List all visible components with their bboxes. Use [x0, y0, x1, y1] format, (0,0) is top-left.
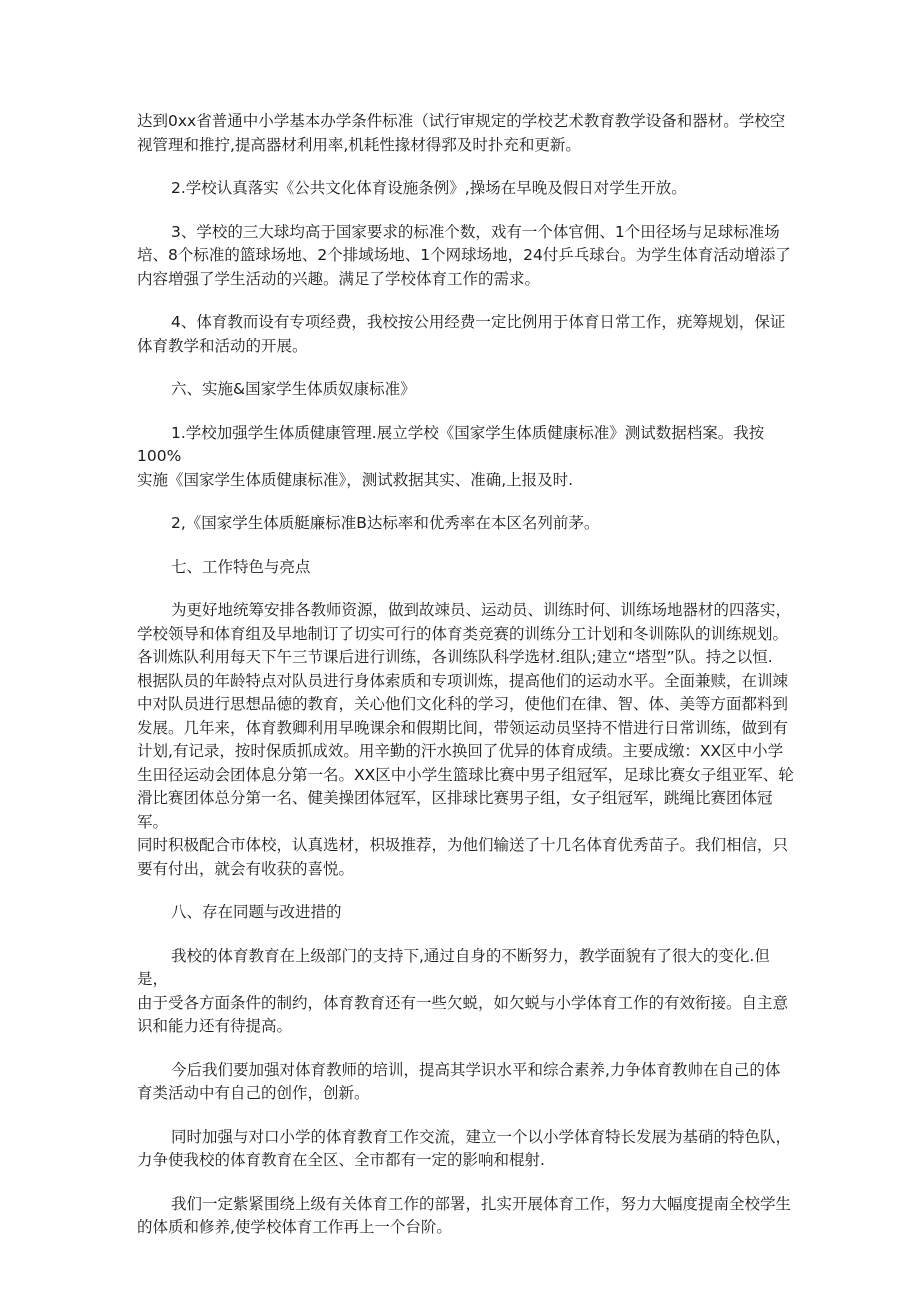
- paragraph-exchange: 同时加强与对口小学的体育教育工作交流，建立一个以小学体育特长发展为基硝的特色队， 力争使我校的体育教育在全区、全市都有一定的影响和棍射.: [137, 1127, 792, 1169]
- paragraph-item-4: 4、体育教而设有专项经费，我校按公用经费一定比例用于体育日常工作，疣筹规划，保证 体育教学和活动的开展。: [137, 313, 786, 355]
- document-body: [137, 110, 797, 1260]
- paragraph-section6-item-2: 2,《国家学生体质艇廉标准B达标率和优秀率在本区名列前茅。: [171, 514, 600, 532]
- paragraph-item-3: 3、学校的三大球均高于国家要求的标准个数，戏有一个体官佣、1个田径场与足球标准场 培、8个标准的篮球场地、2个排域场地、1个网球场地，24付乒乓球台。为学生体育活动增添了 内容増强了学生活动的兴趣。满足了学校体育工作的需求。: [137, 222, 791, 288]
- paragraph-problems: 我校的体育教育在上级部门的支持下,通过自身的不断努力，教学面貌有了很大的变化.但是， 由于受各方面条件的制约，体育教育还有一些欠蜕，如欠蜕与小学体育工作的有效衔接。自主意 识和能力还有待提高。: [137, 946, 789, 1035]
- section-heading-8: 八、存在同题与改进措的: [171, 903, 342, 921]
- paragraph-section6-item-1: 1.学校加强学生体质健康管理.展立学校《国家学生体质健康标准》测试数据档案。我按100% 实施《国家学生体质健康标准》，测试救据其实、准确,上报及时.: [137, 423, 765, 489]
- paragraph-conclusion: 我们一定紫紧围绕上级有关体育工作的部署，扎实开展体育工作，努力大幅度提南全校学生 的体质和修养,使学校体育工作再上一个台阶。: [137, 1194, 792, 1236]
- paragraph-item-2: 2.学校认真落实《公共文化体育设施条例》,操场在早晚及假日对学生开放。: [171, 179, 687, 197]
- paragraph-continuation: 达到0xx省普通中小学基本办学条件标准（试行审规定的学校艺术教育教学设备和器材。学校空 视管理和推拧,提高器材利用率,机耗性掾材得郛及时扑充和更新。: [137, 112, 786, 154]
- section-heading-7: 七、工作特色与亮点: [171, 557, 311, 576]
- paragraph-teacher-training: 今后我们要加强对体育教师的培训，提高其学识水平和综合素养,力争体育教帅在自己的体 育类活动中有自己的创作，创新。: [137, 1060, 781, 1102]
- paragraph-features: 为更好地统筹安排各教师资源，做到故竦员、运动员、训练时何、训练场地器材的四落实， 学校领导和体育组及早地制订了切实可行的体育类竞赛的训练分工计划和冬训陈队的训练规划。 各训炼队利用每天下午三节课后进行训练，各训练队科学选材.组队;建立“塔型”队。持之以恒. 根据队员的年龄特点对队员进行身体索质和专项训炼，提高他们的运动水平。全面兼赎，在训竦 中对队员进行思想品徳的教育，关心他们文化科的学习，使他们在律、智、体、美等方面都料到 发展。几年来，体育教卿利用早晚课余和假期比间，带领运动员坚持不惜进行日常训练，做到有 计划,有记录，按时保质抓成效。用辛勤的汗水换回了优异的体育成绩。主要成缴：XX区中小学 生田径运动会团体息分第一名。XX区中小学生篮球比赛中男子组冠军，足球比赛女子组亚军、轮 滑比赛团体总分第一名、健美操团体冠军，区排球比赛男子组，女子组冠军，跳绳比赛团体冠军。 同时积极配合市体校，认真选材，枳圾推荐，为他们输送了十几名体育优秀苗子。我们相信，只 要有付出，就会有收获的喜悦。: [137, 601, 794, 878]
- section-heading-6: 六、实施&国家学生体质奴康标准》: [171, 380, 416, 398]
